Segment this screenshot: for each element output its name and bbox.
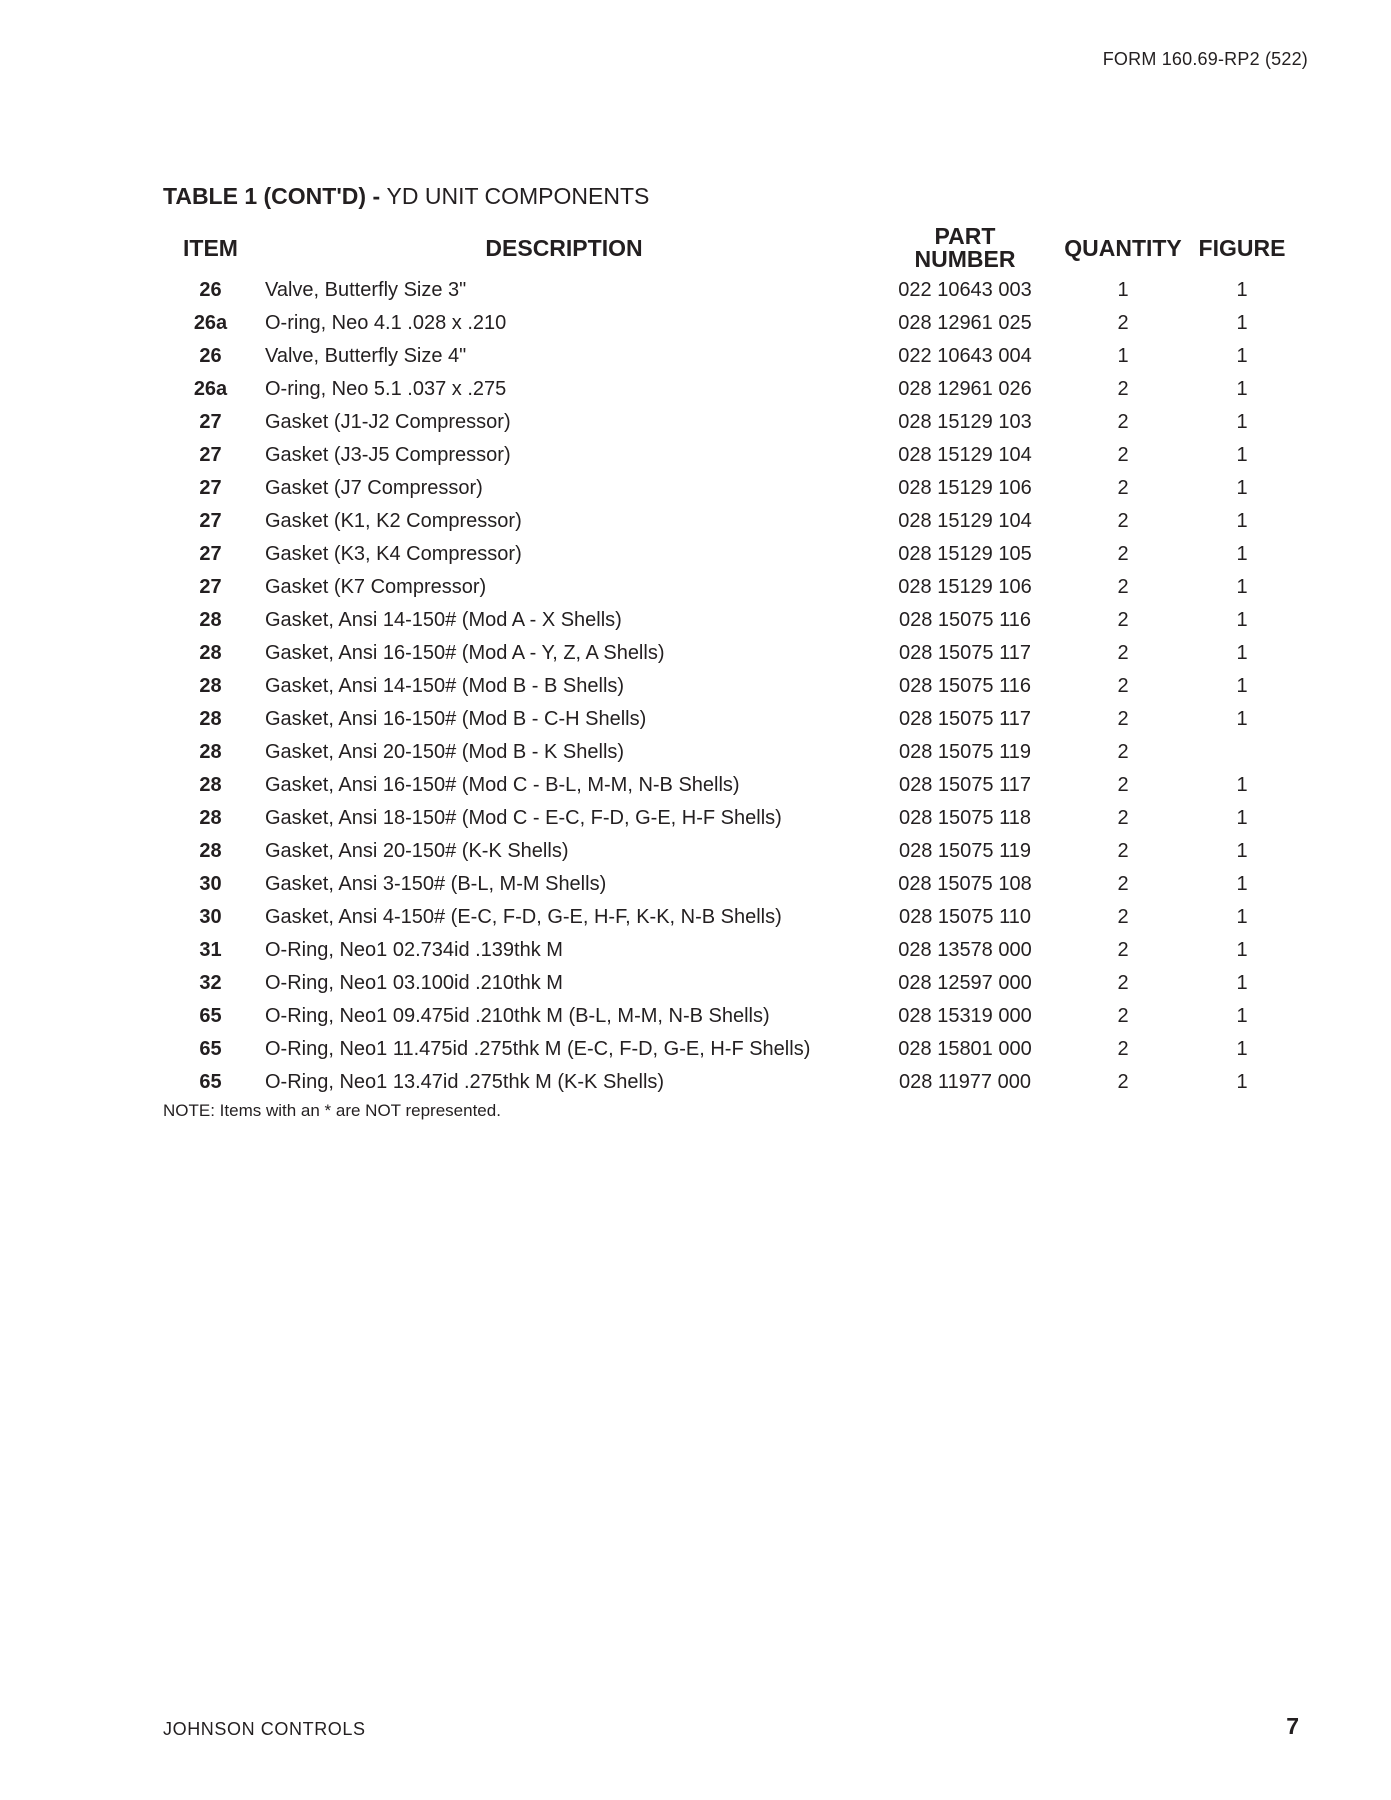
- part-number-cell: 028 15319 000: [898, 1005, 1032, 1027]
- part-number-cell: 028 15075 108: [898, 873, 1032, 895]
- quantity-cell: 2: [1117, 1005, 1129, 1027]
- part-header-line2: NUMBER: [914, 246, 1016, 272]
- table-title-text: YD UNIT COMPONENTS: [386, 183, 650, 209]
- item-cell: 27: [199, 576, 222, 598]
- table-row: [163, 736, 1298, 769]
- description-cell: Gasket (K7 Compressor): [265, 576, 487, 598]
- description-cell: O-Ring, Neo1 09.475id .210thk M (B-L, M-M, N-B Shells): [265, 1005, 770, 1027]
- quantity-cell: 2: [1117, 741, 1129, 763]
- quantity-cell: 2: [1117, 411, 1129, 433]
- item-cell: 27: [199, 543, 222, 565]
- quantity-cell: 2: [1117, 972, 1129, 994]
- item-cell: 65: [199, 1038, 222, 1060]
- item-cell: 28: [199, 741, 222, 763]
- figure-cell: 1: [1236, 411, 1248, 433]
- quantity-cell: 2: [1117, 576, 1129, 598]
- item-cell: 65: [199, 1005, 222, 1027]
- part-number-cell: 028 15129 103: [898, 411, 1032, 433]
- description-cell: Gasket, Ansi 3-150# (B-L, M-M Shells): [265, 873, 607, 895]
- description-cell: Valve, Butterfly Size 4": [265, 345, 467, 367]
- figure-cell: 1: [1236, 510, 1248, 532]
- column-header-figure: FIGURE: [1198, 234, 1286, 261]
- figure-cell: 1: [1236, 378, 1248, 400]
- quantity-cell: 2: [1117, 873, 1129, 895]
- item-cell: 27: [199, 510, 222, 532]
- figure-cell: 1: [1236, 543, 1248, 565]
- table-row: [163, 307, 1298, 340]
- item-cell: 26a: [193, 378, 228, 400]
- figure-cell: 1: [1236, 477, 1248, 499]
- item-cell: 27: [199, 477, 222, 499]
- part-number-cell: 022 10643 004: [898, 345, 1032, 367]
- part-number-cell: 028 15129 105: [898, 543, 1032, 565]
- quantity-cell: 1: [1117, 279, 1129, 301]
- part-number-cell: 028 15075 117: [899, 774, 1031, 796]
- item-cell: 28: [199, 807, 222, 829]
- description-cell: Gasket, Ansi 4-150# (E-C, F-D, G-E, H-F, K-K, N-B Shells): [265, 906, 782, 928]
- figure-cell: 1: [1236, 312, 1248, 334]
- table-row: [163, 670, 1298, 703]
- item-cell: 27: [199, 411, 222, 433]
- figure-cell: 1: [1236, 873, 1248, 895]
- table-row: [163, 769, 1298, 802]
- table-body: [163, 274, 1298, 1099]
- item-cell: 65: [199, 1071, 222, 1093]
- quantity-cell: 1: [1117, 345, 1129, 367]
- part-number-cell: 028 15129 106: [898, 576, 1032, 598]
- figure-cell: 1: [1236, 939, 1248, 961]
- part-number-cell: 028 15075 110: [899, 906, 1031, 928]
- table-row: [163, 1000, 1298, 1033]
- quantity-cell: 2: [1117, 378, 1129, 400]
- item-cell: 28: [199, 708, 222, 730]
- figure-cell: 1: [1236, 444, 1248, 466]
- quantity-cell: 2: [1117, 774, 1129, 796]
- figure-cell: 1: [1236, 1038, 1248, 1060]
- table-row: [163, 406, 1298, 439]
- quantity-cell: 2: [1117, 807, 1129, 829]
- figure-cell: 1: [1236, 906, 1248, 928]
- part-number-cell: 028 15075 118: [899, 807, 1031, 829]
- item-cell: 31: [199, 939, 222, 961]
- table-row: [163, 868, 1298, 901]
- parts-table: [163, 222, 1298, 1099]
- quantity-cell: 2: [1117, 312, 1129, 334]
- description-cell: O-Ring, Neo1 13.47id .275thk M (K-K Shells): [265, 1071, 665, 1093]
- item-cell: 30: [199, 906, 222, 928]
- figure-cell: [1186, 736, 1298, 769]
- figure-cell: 1: [1236, 1071, 1248, 1093]
- part-number-cell: 028 12961 026: [898, 378, 1032, 400]
- column-header-description: DESCRIPTION: [485, 234, 643, 261]
- description-cell: O-Ring, Neo1 03.100id .210thk M: [265, 972, 563, 994]
- item-cell: 28: [199, 642, 222, 664]
- description-cell: O-ring, Neo 5.1 .037 x .275: [265, 378, 507, 400]
- table-row: [163, 835, 1298, 868]
- form-number: FORM 160.69-RP2 (522): [1102, 49, 1308, 69]
- item-cell: 26a: [193, 312, 228, 334]
- description-cell: Gasket (J7 Compressor): [265, 477, 483, 499]
- part-number-cell: 028 15075 116: [899, 675, 1031, 697]
- description-cell: Gasket (K1, K2 Compressor): [265, 510, 522, 532]
- description-cell: Gasket (K3, K4 Compressor): [265, 543, 522, 565]
- description-cell: Gasket, Ansi 18-150# (Mod C - E-C, F-D, G-E, H-F Shells): [265, 807, 782, 829]
- quantity-cell: 2: [1117, 1038, 1129, 1060]
- table-row: [163, 274, 1298, 307]
- quantity-cell: 2: [1117, 906, 1129, 928]
- quantity-cell: 2: [1117, 939, 1129, 961]
- figure-cell: 1: [1236, 708, 1248, 730]
- company-name: JOHNSON CONTROLS: [163, 1719, 366, 1739]
- description-cell: Gasket, Ansi 14-150# (Mod A - X Shells): [265, 609, 622, 631]
- figure-cell: 1: [1236, 576, 1248, 598]
- table-row: [163, 472, 1298, 505]
- quantity-cell: 2: [1117, 642, 1129, 664]
- description-cell: O-ring, Neo 4.1 .028 x .210: [265, 312, 507, 334]
- part-number-cell: 028 15075 116: [899, 609, 1031, 631]
- part-number-cell: 028 15075 117: [899, 708, 1031, 730]
- quantity-cell: 2: [1117, 1071, 1129, 1093]
- figure-cell: 1: [1236, 642, 1248, 664]
- table-row: [163, 373, 1298, 406]
- item-cell: 28: [199, 774, 222, 796]
- quantity-cell: 2: [1117, 708, 1129, 730]
- part-number-cell: 028 11977 000: [899, 1071, 1031, 1093]
- description-cell: Gasket, Ansi 16-150# (Mod A - Y, Z, A Shells): [265, 642, 665, 664]
- part-number-cell: 028 15129 104: [898, 510, 1032, 532]
- description-cell: O-Ring, Neo1 11.475id .275thk M (E-C, F-D, G-E, H-F Shells): [265, 1038, 811, 1060]
- table-title: [163, 183, 649, 210]
- figure-cell: 1: [1236, 675, 1248, 697]
- column-header-part-number: [870, 222, 1060, 274]
- table-row: [163, 340, 1298, 373]
- figure-cell: 1: [1236, 840, 1248, 862]
- table-row: [163, 967, 1298, 1000]
- figure-cell: 1: [1236, 774, 1248, 796]
- quantity-cell: 2: [1117, 444, 1129, 466]
- quantity-cell: 2: [1117, 840, 1129, 862]
- item-cell: 26: [199, 279, 222, 301]
- table-row: [163, 538, 1298, 571]
- table-row: [163, 901, 1298, 934]
- item-cell: 26: [199, 345, 222, 367]
- table-note: NOTE: Items with an * are NOT represented.: [163, 1101, 501, 1120]
- item-cell: 28: [199, 840, 222, 862]
- quantity-cell: 2: [1117, 543, 1129, 565]
- description-cell: Gasket, Ansi 20-150# (K-K Shells): [265, 840, 569, 862]
- table-title-label: TABLE 1 (CONT'D) -: [163, 183, 387, 209]
- item-cell: 27: [199, 444, 222, 466]
- item-cell: 32: [199, 972, 222, 994]
- quantity-cell: 2: [1117, 510, 1129, 532]
- table-row: [163, 571, 1298, 604]
- table-header: [163, 222, 1298, 274]
- table-row: [163, 1033, 1298, 1066]
- item-cell: 30: [199, 873, 222, 895]
- figure-cell: 1: [1236, 1005, 1248, 1027]
- part-number-cell: 028 15075 117: [899, 642, 1031, 664]
- description-cell: Gasket, Ansi 16-150# (Mod C - B-L, M-M, N-B Shells): [265, 774, 740, 796]
- part-number-cell: 022 10643 003: [898, 279, 1032, 301]
- table-row: [163, 703, 1298, 736]
- header-row: [163, 222, 1298, 274]
- part-number-cell: 028 15129 106: [898, 477, 1032, 499]
- figure-cell: 1: [1236, 972, 1248, 994]
- table-row: [163, 439, 1298, 472]
- description-cell: Gasket, Ansi 14-150# (Mod B - B Shells): [265, 675, 625, 697]
- part-number-cell: 028 13578 000: [898, 939, 1032, 961]
- part-number-cell: 028 15129 104: [898, 444, 1032, 466]
- quantity-cell: 2: [1117, 609, 1129, 631]
- item-cell: 28: [199, 675, 222, 697]
- table-row: [163, 505, 1298, 538]
- part-number-cell: 028 15075 119: [899, 741, 1031, 763]
- figure-cell: 1: [1236, 279, 1248, 301]
- item-cell: 28: [199, 609, 222, 631]
- part-number-cell: 028 15075 119: [899, 840, 1031, 862]
- quantity-cell: 2: [1117, 477, 1129, 499]
- figure-cell: 1: [1236, 345, 1248, 367]
- quantity-cell: 2: [1117, 675, 1129, 697]
- figure-cell: 1: [1236, 609, 1248, 631]
- table-row: [163, 802, 1298, 835]
- description-cell: Gasket (J1-J2 Compressor): [265, 411, 511, 433]
- part-header-line1: PART: [934, 223, 996, 249]
- column-header-item: ITEM: [183, 234, 238, 261]
- part-number-cell: 028 12597 000: [898, 972, 1032, 994]
- column-header-quantity: QUANTITY: [1064, 234, 1182, 261]
- part-number-cell: 028 12961 025: [898, 312, 1032, 334]
- description-cell: O-Ring, Neo1 02.734id .139thk M: [265, 939, 563, 961]
- table-row: [163, 637, 1298, 670]
- figure-cell: 1: [1236, 807, 1248, 829]
- description-cell: Gasket, Ansi 20-150# (Mod B - K Shells): [265, 741, 625, 763]
- description-cell: Valve, Butterfly Size 3": [265, 279, 467, 301]
- description-cell: Gasket, Ansi 16-150# (Mod B - C-H Shells): [265, 708, 647, 730]
- table-row: [163, 604, 1298, 637]
- part-number-cell: 028 15801 000: [898, 1038, 1032, 1060]
- table-row: [163, 934, 1298, 967]
- table-row: [163, 1066, 1298, 1099]
- description-cell: Gasket (J3-J5 Compressor): [265, 444, 511, 466]
- page-number: 7: [1286, 1713, 1299, 1739]
